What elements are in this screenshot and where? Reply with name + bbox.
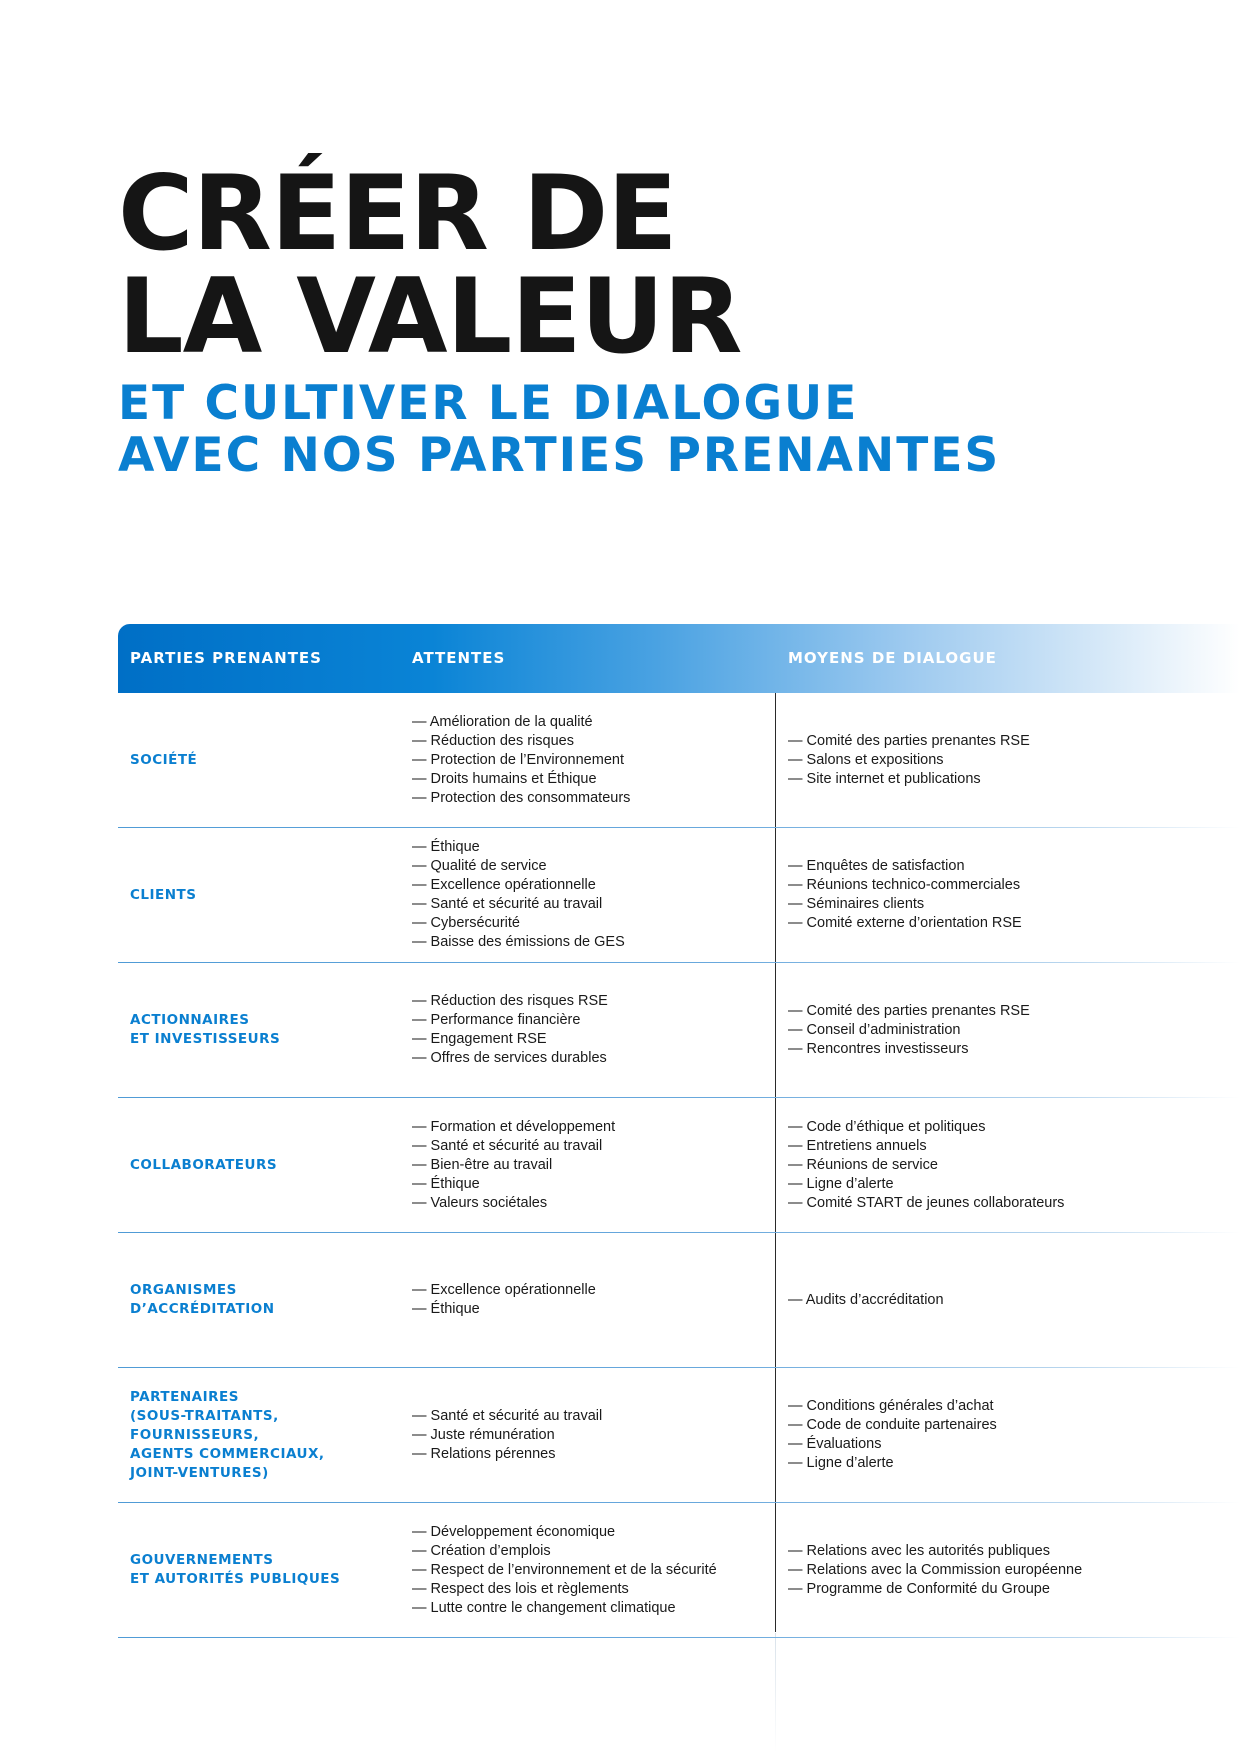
- stakeholder-name-line: COLLABORATEURS: [130, 1156, 278, 1173]
- table-row: [118, 1233, 1240, 1368]
- stakeholder-name-line: SOCIÉTÉ: [130, 751, 198, 768]
- list-item: — Programme de Conformité du Groupe: [788, 1580, 1050, 1597]
- list-item: — Valeurs sociétales: [412, 1194, 548, 1211]
- list-item: — Performance financière: [412, 1012, 581, 1028]
- stakeholder-name-line: D’ACCRÉDITATION: [130, 1301, 275, 1317]
- stakeholder-name-line: AGENTS COMMERCIAUX,: [130, 1445, 325, 1462]
- dialogue-cell: [788, 1503, 1218, 1637]
- stakeholder-name: [130, 1368, 400, 1502]
- stakeholder-name-line: GOUVERNEMENTS: [130, 1552, 274, 1568]
- list-item: — Entretiens annuels: [788, 1137, 927, 1154]
- stakeholder-name: [130, 1503, 400, 1637]
- list-item: — Juste rémunération: [412, 1426, 555, 1443]
- list-item: — Relations pérennes: [412, 1445, 556, 1462]
- list-item: — Relations avec les autorités publiques: [788, 1542, 1050, 1559]
- stakeholder-name-line: ACTIONNAIRES: [130, 1012, 250, 1028]
- list-item: — Réduction des risques: [412, 732, 574, 749]
- dialogue-cell: [788, 1368, 1218, 1502]
- dialogue-cell: [788, 1233, 1218, 1367]
- table-row: [118, 1503, 1240, 1638]
- list-item: — Droits humains et Éthique: [412, 770, 597, 787]
- table-header: [118, 624, 1240, 693]
- list-item: — Respect des lois et règlements: [412, 1580, 629, 1597]
- header-attentes: ATTENTES: [412, 649, 506, 667]
- list-item: — Comité des parties prenantes RSE: [788, 1002, 1030, 1019]
- table-row: [118, 1368, 1240, 1503]
- list-item: — Offres de services durables: [412, 1050, 607, 1066]
- stakeholder-name-line: ET INVESTISSEURS: [130, 1031, 281, 1047]
- list-item: — Excellence opérationnelle: [412, 877, 596, 893]
- stakeholder-name-line: PARTENAIRES: [130, 1388, 239, 1405]
- subtitle-line-1: ET CULTIVER LE DIALOGUE: [118, 376, 859, 431]
- stakeholder-name: [130, 693, 400, 827]
- list-item: — Santé et sécurité au travail: [412, 1407, 603, 1424]
- stakeholder-name: [130, 828, 400, 962]
- dialogue-cell: [788, 1098, 1218, 1232]
- dialogue-cell: [788, 693, 1218, 827]
- header-moyens-de-dialogue: MOYENS DE DIALOGUE: [788, 649, 997, 667]
- stakeholder-name-line: CLIENTS: [130, 886, 197, 903]
- stakeholder-name: [130, 963, 400, 1097]
- page-title: [118, 154, 742, 377]
- attentes-cell: [412, 1233, 762, 1367]
- list-item: — Excellence opérationnelle: [412, 1282, 596, 1298]
- list-item: — Réunions de service: [788, 1156, 938, 1173]
- title-line-2: LA VALEUR: [118, 257, 742, 377]
- table-row: [118, 693, 1240, 828]
- list-item: — Ligne d’alerte: [788, 1455, 894, 1471]
- attentes-cell: [412, 1098, 762, 1232]
- list-item: — Baisse des émissions de GES: [412, 934, 625, 950]
- list-item: — Code de conduite partenaires: [788, 1417, 997, 1433]
- list-item: — Réduction des risques RSE: [412, 993, 608, 1009]
- stakeholders-table: [118, 624, 1240, 1638]
- list-item: — Conditions générales d’achat: [788, 1398, 994, 1414]
- stakeholder-name-line: (SOUS-TRAITANTS, FOURNISSEURS,: [130, 1407, 279, 1443]
- list-item: — Code d’éthique et politiques: [788, 1118, 986, 1135]
- list-item: — Respect de l’environnement et de la sécurité: [412, 1561, 717, 1578]
- list-item: — Réunions technico-commerciales: [788, 877, 1021, 893]
- list-item: — Enquêtes de satisfaction: [788, 858, 965, 874]
- table-body: [118, 693, 1240, 1638]
- list-item: — Comité externe d’orientation RSE: [788, 915, 1022, 931]
- stakeholder-name-line: ORGANISMES: [130, 1282, 237, 1298]
- table-row: [118, 1098, 1240, 1233]
- list-item: — Évaluations: [788, 1436, 882, 1452]
- list-item: — Amélioration de la qualité: [412, 713, 593, 730]
- list-item: — Relations avec la Commission européenne: [788, 1561, 1083, 1578]
- subtitle-line-2: AVEC NOS PARTIES PRENANTES: [118, 428, 1001, 483]
- list-item: — Salons et expositions: [788, 751, 944, 768]
- page-subtitle: [118, 378, 1000, 482]
- list-item: — Santé et sécurité au travail: [412, 896, 603, 912]
- list-item: — Protection de l’Environnement: [412, 751, 624, 768]
- header-parties-prenantes: PARTIES PRENANTES: [130, 649, 322, 667]
- list-item: — Comité des parties prenantes RSE: [788, 732, 1030, 749]
- list-item: — Bien-être au travail: [412, 1156, 553, 1173]
- list-item: — Éthique: [412, 839, 480, 855]
- dialogue-cell: [788, 828, 1218, 962]
- stakeholder-name: [130, 1098, 400, 1232]
- attentes-cell: [412, 1368, 762, 1502]
- attentes-cell: [412, 693, 762, 827]
- table-row: [118, 963, 1240, 1098]
- list-item: — Séminaires clients: [788, 896, 925, 912]
- list-item: — Comité START de jeunes collaborateurs: [788, 1194, 1065, 1211]
- list-item: — Formation et développement: [412, 1118, 616, 1135]
- list-item: — Santé et sécurité au travail: [412, 1137, 603, 1154]
- list-item: — Qualité de service: [412, 858, 547, 874]
- list-item: — Protection des consommateurs: [412, 789, 631, 806]
- attentes-cell: [412, 828, 762, 962]
- stakeholder-name-line: ET AUTORITÉS PUBLIQUES: [130, 1571, 341, 1587]
- list-item: — Éthique: [412, 1175, 480, 1192]
- table-row: [118, 828, 1240, 963]
- list-item: — Éthique: [412, 1301, 480, 1317]
- list-item: — Lutte contre le changement climatique: [412, 1599, 676, 1616]
- list-item: — Rencontres investisseurs: [788, 1040, 969, 1057]
- list-item: — Conseil d’administration: [788, 1021, 961, 1038]
- attentes-cell: [412, 1503, 762, 1637]
- list-item: — Cybersécurité: [412, 915, 520, 931]
- dialogue-cell: [788, 963, 1218, 1097]
- column-divider-fade: [775, 1633, 776, 1753]
- attentes-cell: [412, 963, 762, 1097]
- list-item: — Ligne d’alerte: [788, 1175, 894, 1192]
- list-item: — Site internet et publications: [788, 770, 981, 787]
- list-item: — Création d’emplois: [412, 1542, 551, 1559]
- list-item: — Engagement RSE: [412, 1031, 547, 1047]
- title-line-1: CRÉER DE: [118, 154, 677, 274]
- list-item: — Développement économique: [412, 1523, 616, 1540]
- stakeholder-name: [130, 1233, 400, 1367]
- stakeholder-name-line: JOINT-VENTURES): [130, 1464, 269, 1481]
- list-item: — Audits d’accréditation: [788, 1291, 944, 1308]
